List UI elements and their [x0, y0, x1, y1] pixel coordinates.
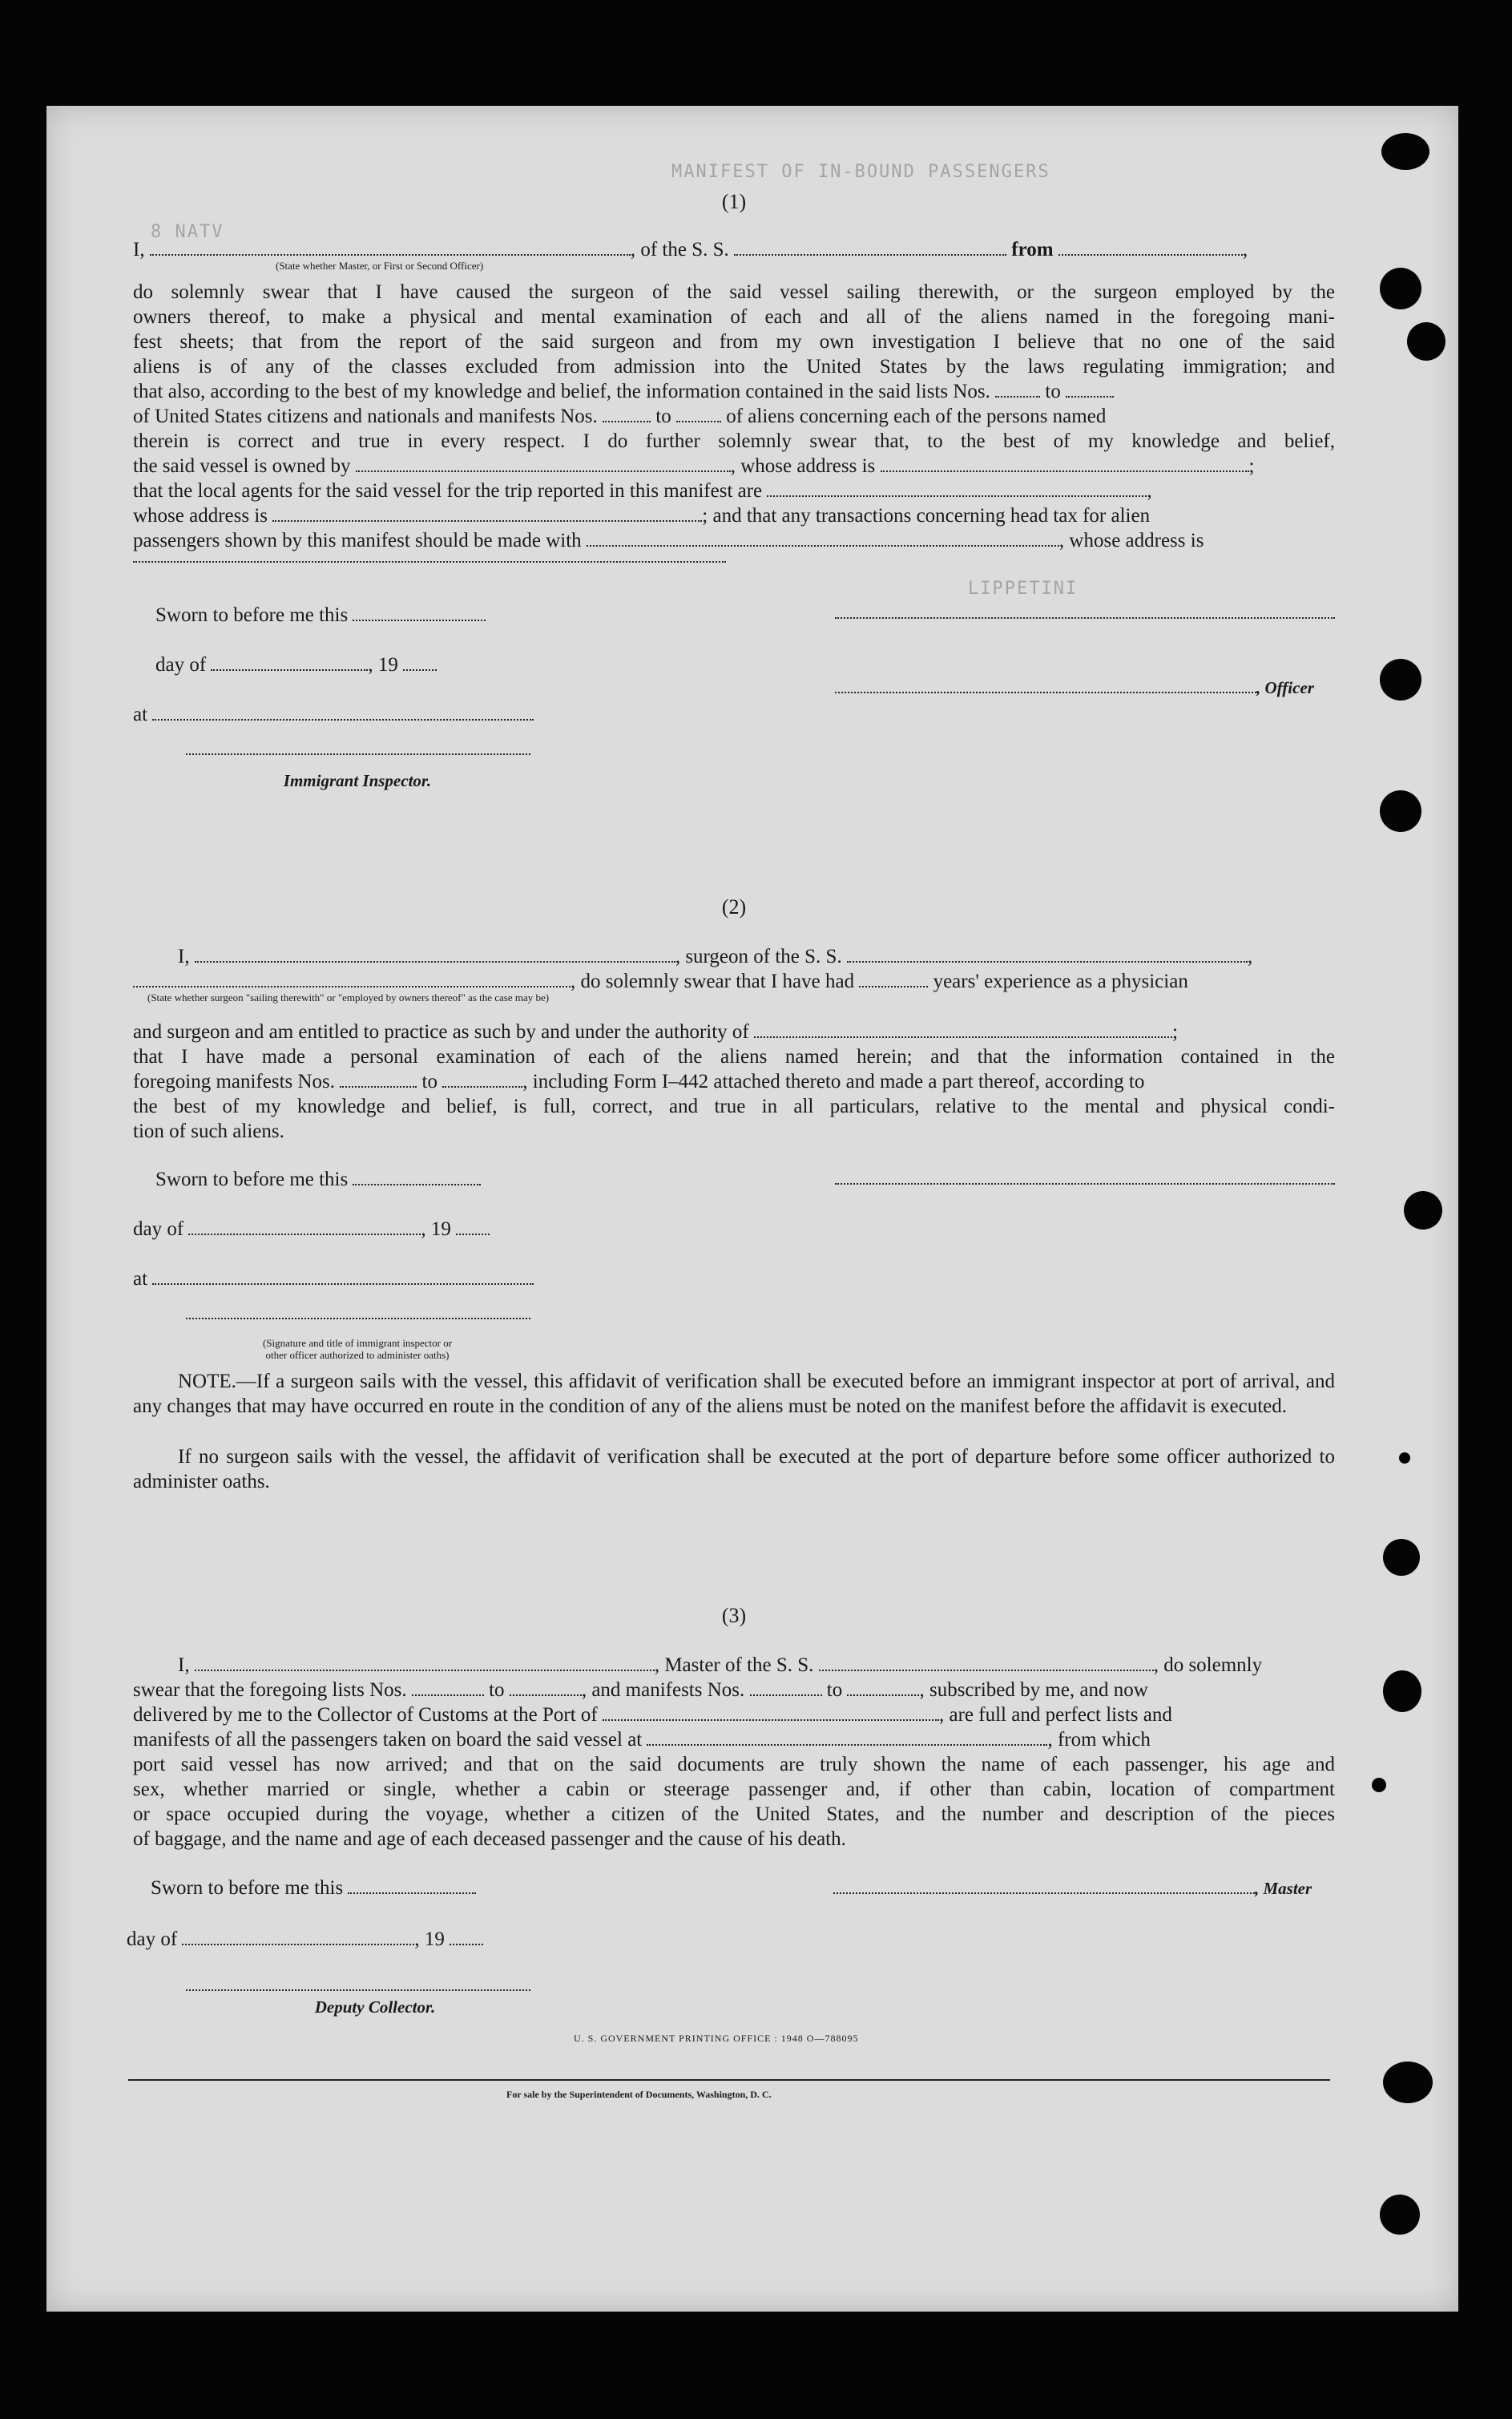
- sworn-line: Sworn to before me this: [151, 1876, 1353, 1900]
- lists-line: that also, according to the best of my knowledge and belief, the information contained in the said lists Nos. to: [133, 379, 1335, 404]
- body-line: the best of my knowledge and belief, is full, correct, and true in all particulars, relative to the mental and physical condi-: [133, 1096, 1335, 1117]
- at-place-field[interactable]: [152, 703, 534, 721]
- punch-hole: [1407, 322, 1445, 361]
- inspector-signature-line[interactable]: [186, 753, 530, 755]
- surgeon-experience-line: , do solemnly swear that I have had years' experience as a physician: [133, 969, 1335, 994]
- owner-line: the said vessel is owned by , whose address is ;: [133, 455, 1255, 477]
- punch-mark: [1399, 1452, 1410, 1464]
- boarding-port-field[interactable]: [647, 1728, 1047, 1746]
- witness-signature-line[interactable]: [186, 1318, 530, 1319]
- body-line: owners thereof, to make a physical and mental examination of each and all of the aliens named in the foregoing mani-: [133, 306, 1335, 328]
- master-line: I, , Master of the S. S. , do solemnly: [178, 1654, 1263, 1676]
- master-signature-line: , Master: [833, 1876, 1335, 1901]
- sworn-day-field[interactable]: [348, 1876, 476, 1894]
- day-of-line: day of , 19: [155, 652, 1357, 677]
- body-line: port said vessel has now arrived; and that on the said documents are truly shown the name of each passenger, his age and: [133, 1754, 1335, 1775]
- printing-office-line: U. S. GOVERNMENT PRINTING OFFICE : 1948 O—788095: [574, 2033, 859, 2044]
- surgeon-signature-line[interactable]: [835, 1183, 1335, 1185]
- inspector-caption: Immigrant Inspector.: [283, 771, 432, 790]
- body-line: sex, whether married or single, whether a cabin or steerage passenger and, if other than cabin, location of compartment: [133, 1779, 1335, 1800]
- witness-caption: (Signature and title of immigrant inspector or other officer authorized to administer oaths): [262, 1337, 453, 1361]
- body-line: of baggage, and the name and age of each deceased passenger and the cause of his death.: [133, 1828, 846, 1850]
- punch-hole: [1380, 268, 1421, 309]
- manifests-to-field[interactable]: [676, 405, 721, 422]
- sale-line: For sale by the Superintendent of Documents, Washington, D. C.: [506, 2089, 772, 2100]
- at-line: at: [133, 702, 1335, 727]
- master-lists-to-field[interactable]: [510, 1678, 582, 1696]
- manifests-line: of United States citizens and nationals and manifests Nos. to of aliens concerning each of the persons named: [133, 406, 1107, 427]
- note-paragraph: If no surgeon sails with the vessel, the affidavit of verification shall be executed at the port of departure before some officer authorized to administer oaths.: [133, 1446, 1335, 1492]
- lists-to-field[interactable]: [1066, 380, 1114, 398]
- punch-hole: [1381, 133, 1429, 170]
- deputy-caption: Deputy Collector.: [314, 1997, 436, 2017]
- caption-surgeon: (State whether surgeon "sailing therewith" or "employed by owners thereof" as the case may be): [147, 991, 550, 1004]
- agents-field[interactable]: [767, 479, 1147, 497]
- section-number: (2): [721, 895, 747, 919]
- punch-hole: [1380, 2195, 1420, 2235]
- surgeon-manifests-from-field[interactable]: [340, 1070, 417, 1088]
- punch-hole: [1380, 659, 1421, 701]
- surgeon-vessel-field[interactable]: [847, 945, 1248, 963]
- body-line: therein is correct and true in every respect. I do further solemnly swear that, to the best of my knowledge and belief,: [133, 430, 1335, 452]
- agents-line: that the local agents for the said vessel for the trip reported in this manifest are ,: [133, 480, 1152, 502]
- bleed-through-text: MANIFEST OF IN-BOUND PASSENGERS: [671, 162, 1050, 182]
- master-lists-from-field[interactable]: [412, 1678, 484, 1696]
- caption-officer: (State whether Master, or First or Second Officer): [276, 260, 484, 272]
- headtax-agent-field[interactable]: [587, 529, 1059, 547]
- sworn-line: Sworn to before me this: [155, 1167, 1357, 1192]
- port-from-field[interactable]: [1058, 238, 1243, 256]
- punch-hole: [1383, 1539, 1420, 1576]
- body-line: that I have made a personal examination of each of the aliens named herein; and that the information contained in the: [133, 1046, 1335, 1068]
- year-field[interactable]: [450, 1928, 483, 1945]
- punch-hole: [1383, 2062, 1433, 2103]
- master-manifests-from-field[interactable]: [750, 1678, 822, 1696]
- master-lists-line: swear that the foregoing lists Nos. to , and manifests Nos. to , subscribed by me, and now: [133, 1679, 1148, 1701]
- month-field[interactable]: [182, 1928, 414, 1945]
- at-line: at: [133, 1266, 1335, 1291]
- officer-signature-field[interactable]: [835, 676, 1256, 693]
- sworn-day-field[interactable]: [353, 1168, 481, 1185]
- surgeon-manifests-line: foregoing manifests Nos. to , including Form I–442 attached thereto and made a part thereof, according to: [133, 1071, 1145, 1092]
- body-line: or space occupied during the voyage, whether a citizen of the United States, and the number and description of the pieces: [133, 1803, 1335, 1825]
- port-of-arrival-field[interactable]: [603, 1703, 939, 1721]
- master-name-field[interactable]: [195, 1654, 655, 1671]
- month-field[interactable]: [211, 653, 368, 671]
- authority-line: and surgeon and am entitled to practice as such by and under the authority of ;: [133, 1021, 1178, 1043]
- officer-signature-line-upper[interactable]: [835, 617, 1335, 619]
- section-number: (3): [721, 1604, 747, 1627]
- years-experience-field[interactable]: [859, 970, 928, 987]
- body-line: do solemnly swear that I have caused the surgeon of the said vessel sailing therewith, or the surgeon employed by the: [133, 281, 1335, 303]
- master-signature-field[interactable]: [833, 1876, 1255, 1894]
- deputy-signature-line[interactable]: [186, 1989, 530, 1991]
- officer-name-field[interactable]: [150, 238, 631, 256]
- owner-address-field[interactable]: [881, 454, 1249, 472]
- master-vessel-field[interactable]: [819, 1654, 1154, 1671]
- officer-signature-line: , Officer: [835, 675, 1335, 701]
- surgeon-status-field[interactable]: [133, 970, 571, 987]
- headtax-line: passengers shown by this manifest should be made with , whose address is: [133, 530, 1204, 551]
- punch-hole: [1380, 790, 1421, 832]
- footer-rule: [128, 2079, 1330, 2081]
- surgeon-name-field[interactable]: [195, 945, 675, 963]
- surgeon-line: I, , surgeon of the S. S. ,: [178, 946, 1253, 967]
- headtax-address-field[interactable]: [133, 561, 726, 563]
- agents-address-field[interactable]: [272, 504, 702, 522]
- bleed-through-text: 8 NATV: [151, 222, 224, 242]
- authority-field[interactable]: [754, 1020, 1172, 1038]
- agents-address-line: whose address is ; and that any transactions concerning head tax for alien: [133, 505, 1151, 527]
- manifests-from-field[interactable]: [603, 405, 651, 422]
- lists-from-field[interactable]: [995, 380, 1040, 398]
- body-line: fest sheets; that from the report of the said surgeon and from my own investigation I believe that no one of the said: [133, 331, 1335, 353]
- at-place-field[interactable]: [152, 1267, 534, 1285]
- year-field[interactable]: [403, 653, 437, 671]
- vessel-name-field[interactable]: [734, 238, 1006, 256]
- punch-mark: [1372, 1778, 1386, 1792]
- year-field[interactable]: [456, 1218, 490, 1235]
- month-field[interactable]: [188, 1218, 421, 1235]
- sworn-line: Sworn to before me this: [155, 603, 1357, 628]
- bleed-through-text: LIPPETINI: [968, 579, 1079, 599]
- punch-hole: [1383, 1670, 1421, 1712]
- note-paragraph: NOTE.—If a surgeon sails with the vessel, this affidavit of verification shall be executed before an immigrant inspector at port of arrival, and any changes that may have occurred en route in the condition of any of the aliens must be noted on the manifest before the affidavit is executed.: [133, 1371, 1335, 1417]
- officer-line: I, , of the S. S. from ,: [133, 239, 1248, 260]
- surgeon-manifests-to-field[interactable]: [442, 1070, 522, 1088]
- day-of-line: day of , 19: [133, 1217, 1335, 1242]
- day-of-line: day of , 19: [127, 1927, 1329, 1952]
- sworn-day-field[interactable]: [353, 604, 486, 621]
- section-number: (1): [721, 190, 747, 213]
- body-line: aliens is of any of the classes excluded from admission into the United States by the laws regulating immigration; and: [133, 356, 1335, 378]
- owner-field[interactable]: [356, 454, 731, 472]
- port-line: delivered by me to the Collector of Customs at the Port of , are full and perfect lists and: [133, 1704, 1172, 1726]
- body-line: tion of such aliens.: [133, 1121, 284, 1142]
- boarding-line: manifests of all the passengers taken on board the said vessel at , from which: [133, 1729, 1151, 1751]
- punch-hole: [1404, 1191, 1442, 1230]
- master-manifests-to-field[interactable]: [847, 1678, 919, 1696]
